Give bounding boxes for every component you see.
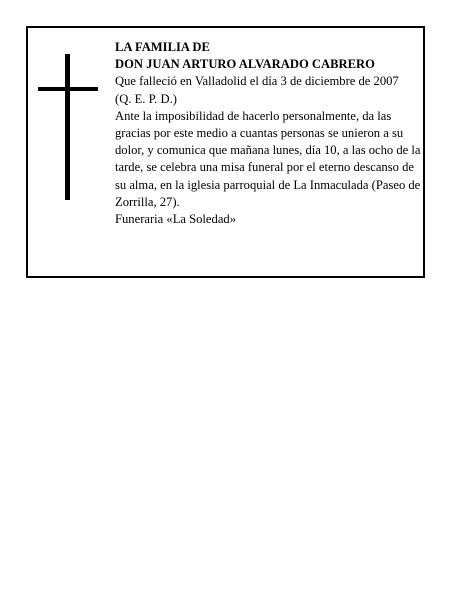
cross-horizontal-bar bbox=[38, 87, 98, 91]
heading-deceased-name: DON JUAN ARTURO ALVARADO CABRERO bbox=[115, 57, 375, 72]
obituary-notice bbox=[26, 26, 425, 278]
qepd-line: (Q. E. P. D.) bbox=[115, 91, 177, 106]
heading-family: LA FAMILIA DE bbox=[115, 40, 210, 54]
cross-vertical-bar bbox=[65, 54, 70, 200]
funeral-home: Funeraria «La Soledad» bbox=[115, 212, 236, 227]
death-statement: Que falleció en Valladolid el día 3 de diciembre de 2007 bbox=[115, 74, 399, 89]
notice-text bbox=[115, 39, 425, 228]
cross-icon bbox=[38, 54, 98, 200]
notice-body: Ante la imposibilidad de hacerlo personalmente, da las gracias por este medio a cuantas personas se unieron a su dolor, y comunica que mañana lunes, día 10, a las ocho de la tarde, se celebra una misa funeral por el eterno descanso de su alma, en la iglesia parroquial de La Inmaculada (Paseo de Zorrilla, 27). bbox=[115, 108, 421, 209]
